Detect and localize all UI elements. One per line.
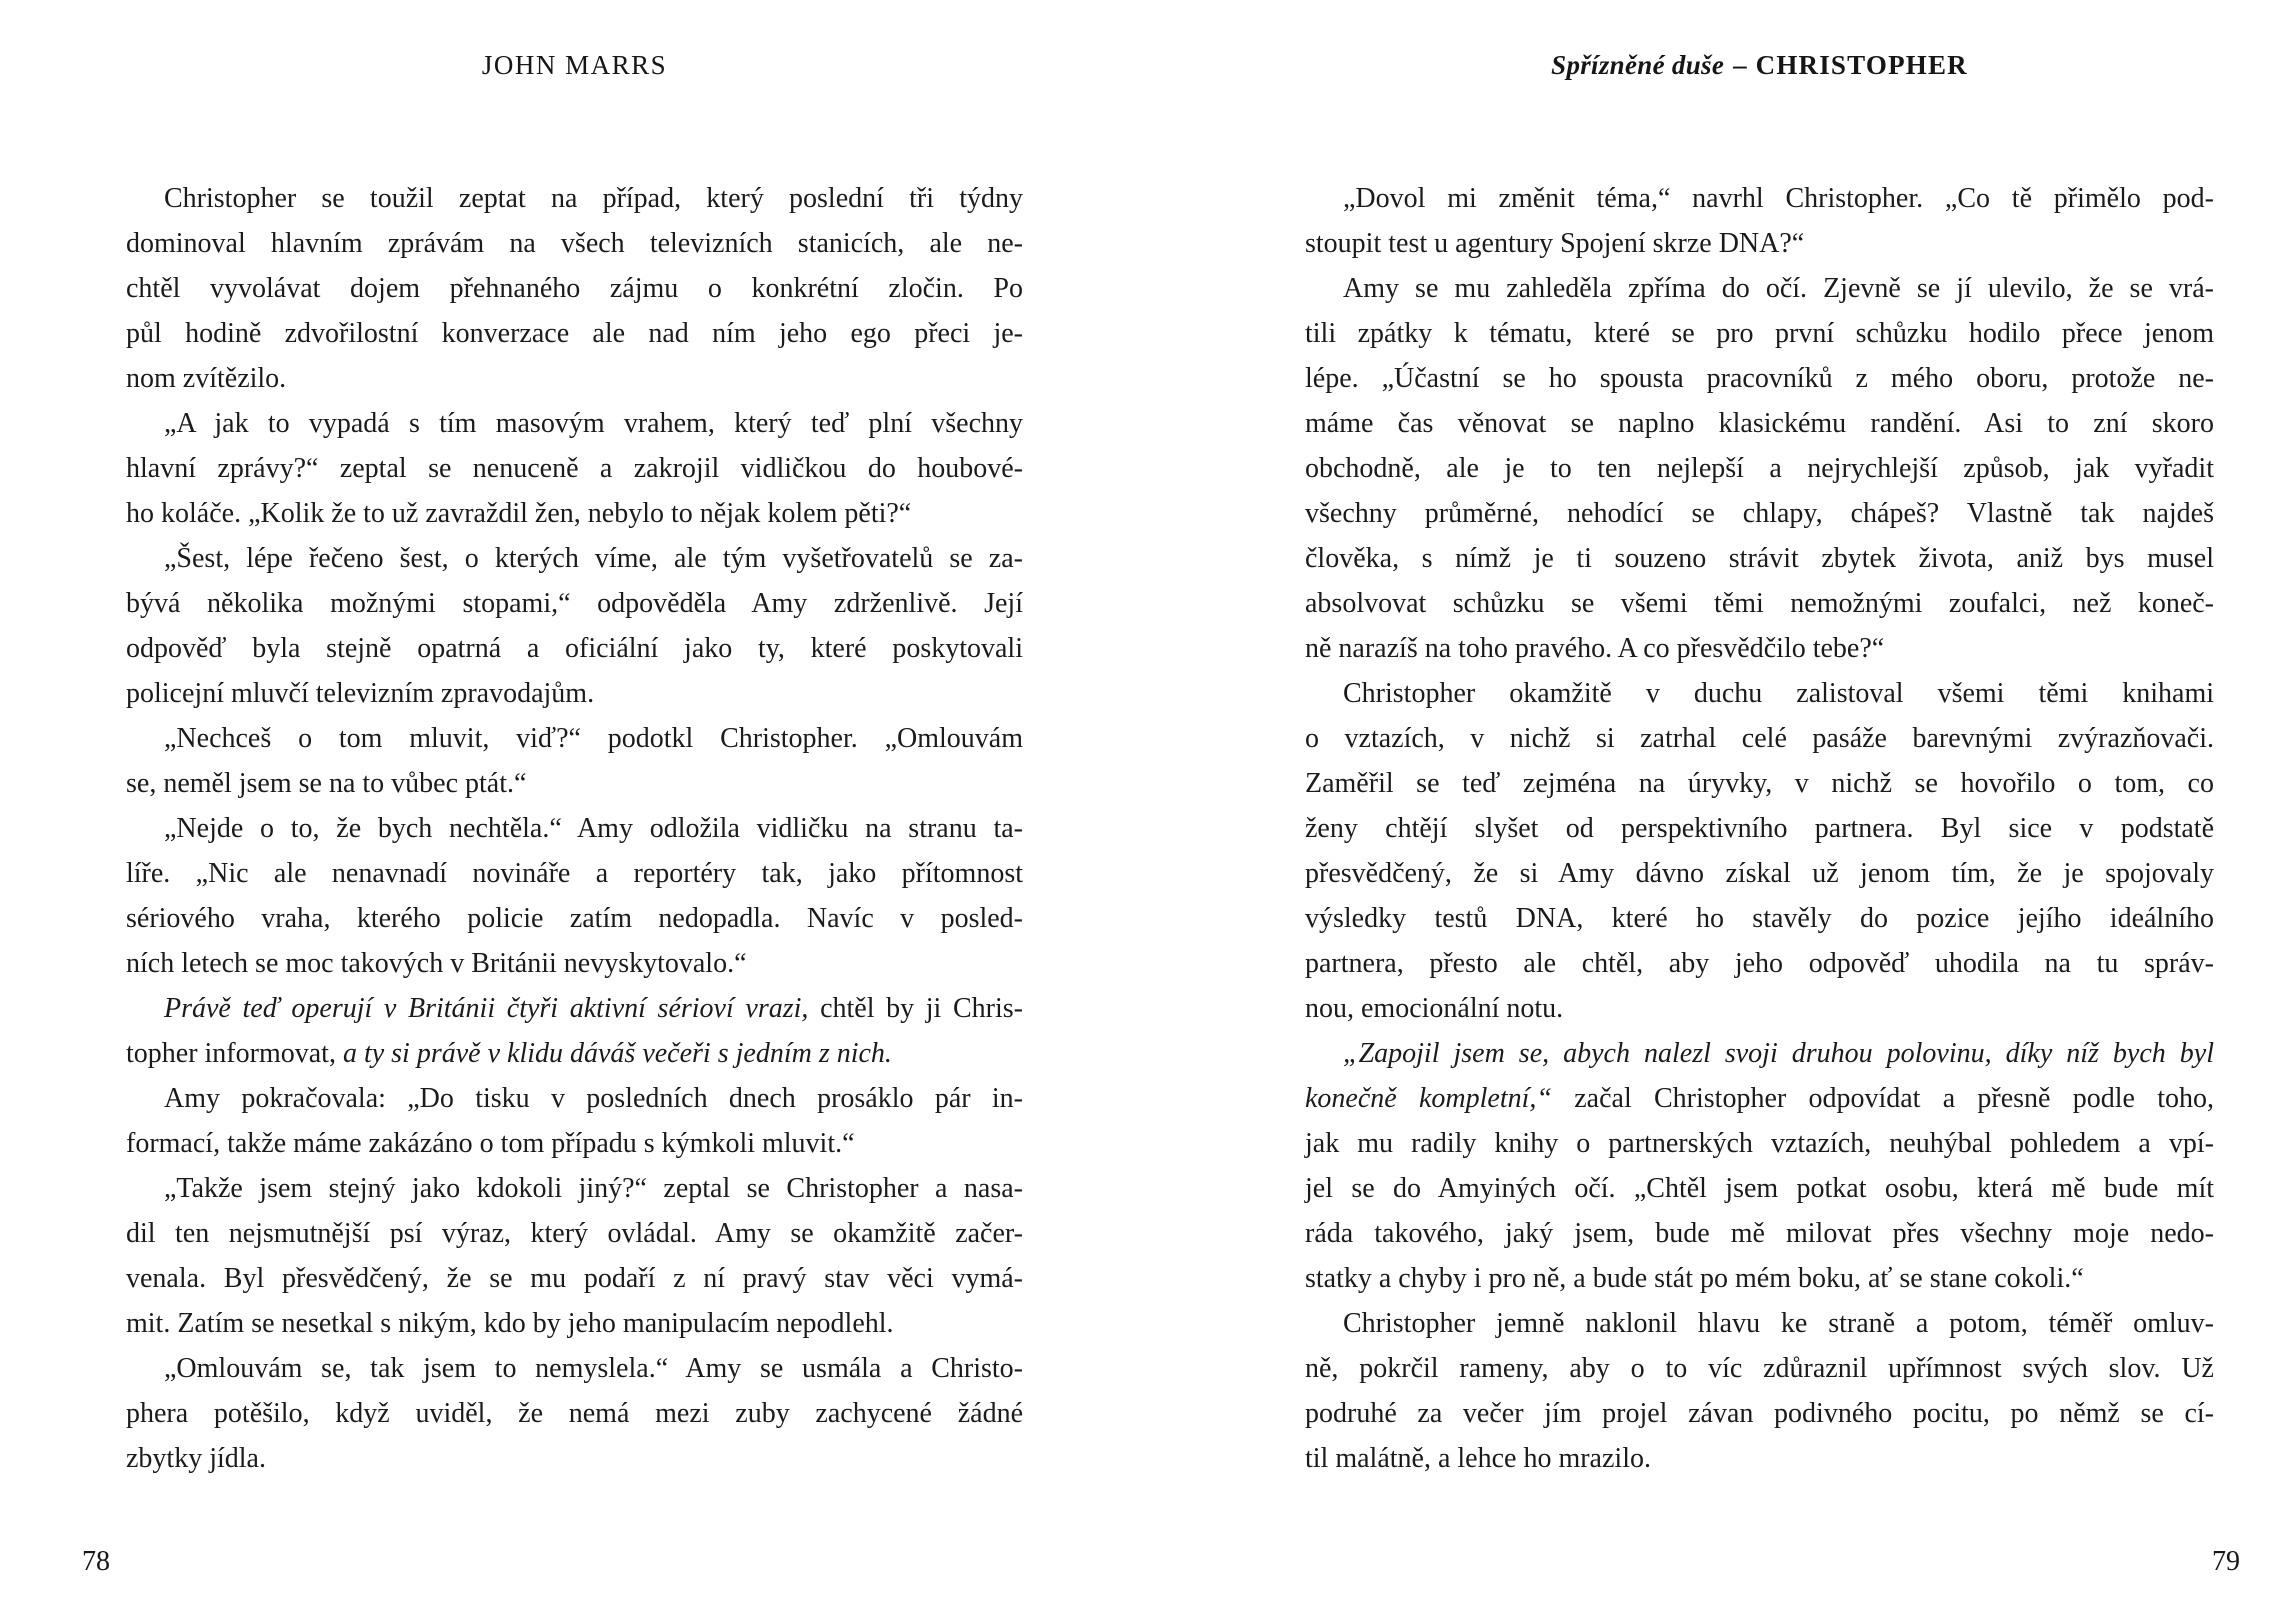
text-line <box>126 491 1023 536</box>
text-run: ráda takového, jaký jsem, bude mě milovat přes všechny moje nedo- <box>1305 1218 2214 1249</box>
author-name: JOHN MARRS <box>481 50 668 80</box>
text-run: „Nejde o to, že bych nechtěla.“ Amy odložila vidličku na stranu ta- <box>164 813 1023 844</box>
text-line <box>126 311 1023 356</box>
text-line <box>1305 761 2214 806</box>
text-line <box>126 356 1023 401</box>
text-run: odpověď byla stejně opatrná a oficiální jako ty, které poskytovali <box>126 633 1023 664</box>
right-text-block <box>1305 176 2214 1481</box>
text-run: ně narazíš na toho pravého. A co přesvědčilo tebe?“ <box>1305 633 1885 664</box>
text-line <box>1305 1301 2214 1346</box>
text-run: ho koláče. „Kolik že to už zavraždil žen, nebylo to nějak kolem pěti?“ <box>126 498 912 529</box>
text-run: zbytky jídla. <box>126 1443 266 1474</box>
text-line <box>1305 1076 2214 1121</box>
text-run: stoupit test u agentury Spojení skrze DNA?“ <box>1305 228 1805 259</box>
text-line <box>1305 446 2214 491</box>
text-line <box>1305 671 2214 716</box>
text-run: jel se do Amyiných očí. „Chtěl jsem potkat osobu, která mě bude mít <box>1305 1173 2214 1204</box>
text-run: phera potěšilo, když uviděl, že nemá mezi zuby zachycené žádné <box>126 1398 1023 1429</box>
text-run: nou, emocionální notu. <box>1305 993 1564 1024</box>
text-line <box>1305 1121 2214 1166</box>
text-run: dominoval hlavním zprávám na všech televizních stanicích, ale ne- <box>126 228 1023 259</box>
text-line <box>126 1031 1023 1076</box>
text-run: Christopher jemně naklonil hlavu ke straně a potom, téměř omluv- <box>1343 1308 2214 1339</box>
text-line <box>1305 806 2214 851</box>
text-run: všechny průměrné, nehodící se chlapy, chápeš? Vlastně tak najdeš <box>1305 498 2214 529</box>
text-line <box>1305 311 2214 356</box>
text-run: „Nechceš o tom mluvit, viď?“ podotkl Christopher. „Omlouvám <box>164 723 1023 754</box>
paragraph <box>126 986 1023 1076</box>
text-line <box>126 446 1023 491</box>
text-run: nom zvítězilo. <box>126 363 287 394</box>
paragraph <box>126 716 1023 806</box>
paragraph <box>1305 1031 2214 1301</box>
text-line <box>126 1391 1023 1436</box>
text-line <box>1305 356 2214 401</box>
text-run: přesvědčený, že si Amy dávno získal už jenom tím, že je spojovaly <box>1305 858 2214 889</box>
text-line <box>126 401 1023 446</box>
text-line <box>126 1076 1023 1121</box>
right-page <box>1142 0 2284 1615</box>
italic-text-run: „Zapojil jsem se, abych nalezl svoji druhou polovinu, díky níž bych byl <box>1343 1038 2214 1069</box>
text-line <box>1305 851 2214 896</box>
text-run: Amy se mu zahleděla zpříma do očí. Zjevně se jí ulevilo, že se vrá- <box>1343 273 2214 304</box>
text-line <box>1305 176 2214 221</box>
text-run: chtěl by ji Chris- <box>808 993 1023 1024</box>
text-run: til malátně, a lehce ho mrazilo. <box>1305 1443 1651 1474</box>
text-line <box>126 176 1023 221</box>
text-line <box>1305 626 2214 671</box>
text-run: „Šest, lépe řečeno šest, o kterých víme, ale tým vyšetřovatelů se za- <box>164 543 1023 574</box>
text-line <box>1305 1211 2214 1256</box>
text-line <box>126 761 1023 806</box>
paragraph <box>1305 671 2214 1031</box>
paragraph <box>126 536 1023 716</box>
italic-text-run: a ty si právě v klidu dáváš večeři s jedním z nich. <box>335 1038 892 1069</box>
text-line <box>126 986 1023 1031</box>
running-header-right <box>1305 50 2214 81</box>
text-run: dil ten nejsmutnější psí výraz, který ovládal. Amy se okamžitě začer- <box>126 1218 1023 1249</box>
text-run: se, neměl jsem se na to vůbec ptát.“ <box>126 768 527 799</box>
text-line <box>1305 896 2214 941</box>
book-title: Spřízněné duše <box>1551 50 1725 80</box>
paragraph <box>1305 176 2214 266</box>
text-line <box>126 671 1023 716</box>
text-line <box>126 941 1023 986</box>
text-run: „Dovol mi změnit téma,“ navrhl Christopher. „Co tě přimělo pod- <box>1343 183 2214 214</box>
text-line <box>126 221 1023 266</box>
paragraph <box>1305 1301 2214 1481</box>
text-run: Zaměřil se teď zejména na úryvky, v nichž se hovořilo o tom, co <box>1305 768 2214 799</box>
text-line <box>1305 1166 2214 1211</box>
text-run: absolvovat schůzku se všemi těmi nemožnými zoufalci, než koneč- <box>1305 588 2214 619</box>
text-run: partnera, přesto ale chtěl, aby jeho odpověď uhodila na tu správ- <box>1305 948 2214 979</box>
text-run: „Takže jsem stejný jako kdokoli jiný?“ zeptal se Christopher a nasa- <box>164 1173 1023 1204</box>
text-run: tili zpátky k tématu, které se pro první schůzku hodilo přece jenom <box>1305 318 2214 349</box>
text-line <box>126 1166 1023 1211</box>
italic-text-run: konečně kompletní,“ <box>1305 1083 1552 1114</box>
text-run: výsledky testů DNA, které ho stavěly do pozice jejího ideálního <box>1305 903 2214 934</box>
page-number-right: 79 <box>2212 1546 2240 1577</box>
paragraph <box>126 1076 1023 1166</box>
text-line <box>126 716 1023 761</box>
paragraph <box>126 1346 1023 1481</box>
text-line <box>1305 1031 2214 1076</box>
text-run: venala. Byl přesvědčený, že se mu podaří z ní pravý stav věci vymá- <box>126 1263 1023 1294</box>
text-run: člověka, s nímž je ti souzeno strávit zbytek života, aniž bys musel <box>1305 543 2214 574</box>
text-run: půl hodině zdvořilostní konverzace ale nad ním jeho ego přeci je- <box>126 318 1023 349</box>
text-line <box>1305 491 2214 536</box>
running-header-left <box>126 50 1023 81</box>
text-run: „A jak to vypadá s tím masovým vrahem, který teď plní všechny <box>164 408 1023 439</box>
text-run: podruhé za večer jím projel závan podivného pocitu, po němž se cí- <box>1305 1398 2214 1429</box>
page-number-left: 78 <box>82 1546 110 1577</box>
text-line <box>126 806 1023 851</box>
text-run: máme čas věnovat se naplno klasickému randění. Asi to zní skoro <box>1305 408 2214 439</box>
text-run: ženy chtějí slyšet od perspektivního partnera. Byl sice v podstatě <box>1305 813 2214 844</box>
text-line <box>1305 1391 2214 1436</box>
paragraph <box>126 806 1023 986</box>
text-line <box>1305 536 2214 581</box>
text-run: topher informovat, <box>126 1038 336 1069</box>
text-run: začal Christopher odpovídat a přesně podle toho, <box>1551 1083 2214 1114</box>
text-line <box>126 1211 1023 1256</box>
text-run: mit. Zatím se nesetkal s nikým, kdo by jeho manipulacím nepodlehl. <box>126 1308 894 1339</box>
text-run: „Omlouvám se, tak jsem to nemyslela.“ Amy se usmála a Christo- <box>164 1353 1023 1384</box>
text-line <box>1305 1346 2214 1391</box>
italic-text-run: Právě teď operují v Británii čtyři aktivní sérioví vrazi, <box>164 993 809 1024</box>
text-line <box>1305 986 2214 1031</box>
chapter-name: CHRISTOPHER <box>1755 50 1968 80</box>
text-line <box>126 1121 1023 1166</box>
text-run: chtěl vyvolávat dojem přehnaného zájmu o konkrétní zločin. Po <box>126 273 1023 304</box>
text-line <box>1305 221 2214 266</box>
text-run: statky a chyby i pro ně, a bude stát po mém boku, ať se stane cokoli.“ <box>1305 1263 2084 1294</box>
text-line <box>1305 941 2214 986</box>
text-run: ně, pokrčil rameny, aby o to víc zdůraznil upřímnost svých slov. Už <box>1305 1353 2214 1384</box>
left-text-block <box>126 176 1023 1481</box>
text-run: ních letech se moc takových v Británii nevyskytovalo.“ <box>126 948 747 979</box>
text-run: sériového vraha, kterého policie zatím nedopadla. Navíc v posled- <box>126 903 1023 934</box>
text-line <box>1305 581 2214 626</box>
text-run: bývá několika možnými stopami,“ odpověděla Amy zdrženlivě. Její <box>126 588 1023 619</box>
paragraph <box>126 401 1023 536</box>
text-run: obchodně, ale je to ten nejlepší a nejrychlejší způsob, jak vyřadit <box>1305 453 2214 484</box>
text-run: jak mu radily knihy o partnerských vztazích, neuhýbal pohledem a vpí- <box>1305 1128 2214 1159</box>
text-line <box>126 536 1023 581</box>
text-run: Amy pokračovala: „Do tisku v posledních dnech prosáklo pár in- <box>164 1083 1023 1114</box>
text-line <box>1305 1256 2214 1301</box>
text-line <box>1305 266 2214 311</box>
text-run: lépe. „Účastní se ho spousta pracovníků z mého oboru, protože ne- <box>1305 363 2214 394</box>
text-run: hlavní zprávy?“ zeptal se nenuceně a zakrojil vidličkou do houbové- <box>126 453 1023 484</box>
paragraph <box>126 1166 1023 1346</box>
text-line <box>126 581 1023 626</box>
text-line <box>126 896 1023 941</box>
text-line <box>1305 716 2214 761</box>
text-line <box>126 1436 1023 1481</box>
header-separator: – <box>1733 50 1747 80</box>
text-run: policejní mluvčí televizním zpravodajům. <box>126 678 595 709</box>
text-line <box>126 1346 1023 1391</box>
text-run: formací, takže máme zakázáno o tom případu s kýmkoli mluvit.“ <box>126 1128 855 1159</box>
text-line <box>126 626 1023 671</box>
text-line <box>126 266 1023 311</box>
text-line <box>1305 401 2214 446</box>
text-line <box>126 1256 1023 1301</box>
text-line <box>126 1301 1023 1346</box>
paragraph <box>1305 266 2214 671</box>
text-run: líře. „Nic ale nenavnadí novináře a reportéry tak, jako přítomnost <box>126 858 1023 889</box>
text-run: o vztazích, v nichž si zatrhal celé pasáže barevnými zvýrazňovači. <box>1305 723 2214 754</box>
text-line <box>126 851 1023 896</box>
text-run: Christopher se toužil zeptat na případ, který poslední tři týdny <box>164 183 1023 214</box>
text-run: Christopher okamžitě v duchu zalistoval všemi těmi knihami <box>1343 678 2214 709</box>
paragraph <box>126 176 1023 401</box>
text-line <box>1305 1436 2214 1481</box>
